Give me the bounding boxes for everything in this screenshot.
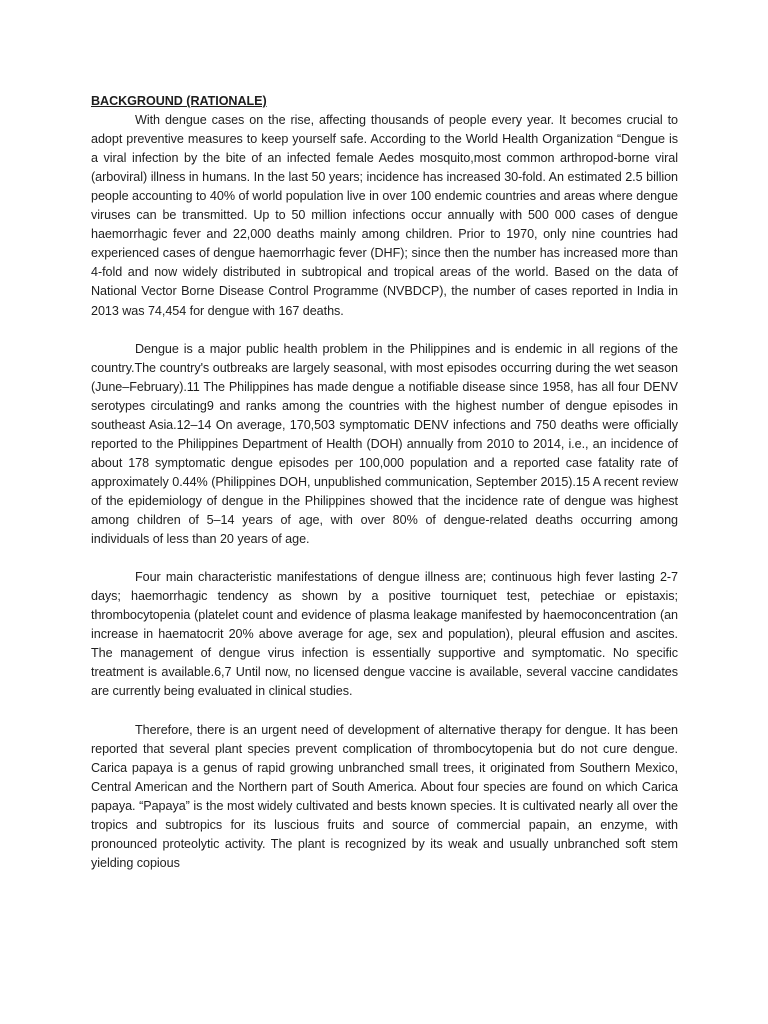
paragraph-clinical-manifestations: Four main characteristic manifestations of dengue illness are; continuous high fever lasting 2-7 days; haemorrhagic tendency as shown by a positive tourniquet test, petechiae or epistaxis; thrombocytopenia (platelet count and evidence of plasma leakage manifested by haemoconcentration (an increase in haematocrit 20% above average for age, sex and population), pleural effusion and ascites. The management of dengue virus infection is essentially supportive and symptomatic. No specific treatment is available.6,7 Until now, no licensed dengue vaccine is available, several vaccine candidates are currently being evaluated in clinical studies. bbox=[91, 570, 678, 699]
paragraph-philippines-epidemiology: Dengue is a major public health problem in the Philippines and is endemic in all regions of the country.The country's outbreaks are largely seasonal, with most episodes occurring during the wet season (June–February).11 The Philippines has made dengue a notifiable disease since 1958, has all four DENV serotypes circulating9 and ranks among the countries with the highest number of dengue episodes in southeast Asia.12–14 On average, 170,503 symptomatic DENV infections and 750 deaths were officially reported to the Philippines Department of Health (DOH) annually from 2010 to 2014, i.e., an incidence of about 178 symptomatic dengue episodes per 100,000 population and a reported case fatality rate of approximately 0.44% (Philippines DOH, unpublished communication, September 2015).15 A recent review of the epidemiology of dengue in the Philippines showed that the incidence rate of dengue was highest among children of 5–14 years of age, with over 80% of dengue-related deaths occurring among individuals of less than 20 years of age. bbox=[91, 341, 678, 547]
paragraph-alternative-therapy: Therefore, there is an urgent need of development of alternative therapy for dengue. It has been reported that several plant species prevent complication of thrombocytopenia but do not cure dengue. Carica papaya is a genus of rapid growing unbranched small trees, it originated from Southern Mexico, Central American and the Northern part of South America. About four species are found on which Carica papaya. “Papaya” is the most widely cultivated and bests known species. It is cultivated nearly all over the tropics and subtropics for its luscious fruits and source of commercial papain, an enzyme, with pronounced proteolytic activity. The plant is recognized by its weak and usually unbranched soft stem yielding copious bbox=[91, 722, 678, 870]
document-page bbox=[91, 92, 678, 873]
paragraph-dengue-overview: With dengue cases on the rise, affecting thousands of people every year. It becomes crucial to adopt preventive measures to keep yourself safe. According to the World Health Organization “Dengue is a viral infection by the bite of an infected female Aedes mosquito,most common arthropod-borne viral (arboviral) illness in humans. In the last 50 years; incidence has increased 30-fold. An estimated 2.5 billion people accounting to 40% of world population live in over 100 endemic countries and areas where dengue viruses can be transmitted. Up to 50 million infections occur annually with 500 000 cases of dengue haemorrhagic fever and 22,000 deaths mainly among children. Prior to 1970, only nine countries had experienced cases of dengue haemorrhagic fever (DHF); since then the number has increased more than 4-fold and now widely distributed in subtropical and tropical areas of the world. Based on the data of National Vector Borne Disease Control Programme (NVBDCP), the number of cases reported in India in 2013 was 74,454 for dengue with 167 deaths. bbox=[91, 113, 678, 318]
section-heading: BACKGROUND (RATIONALE) bbox=[91, 94, 267, 108]
